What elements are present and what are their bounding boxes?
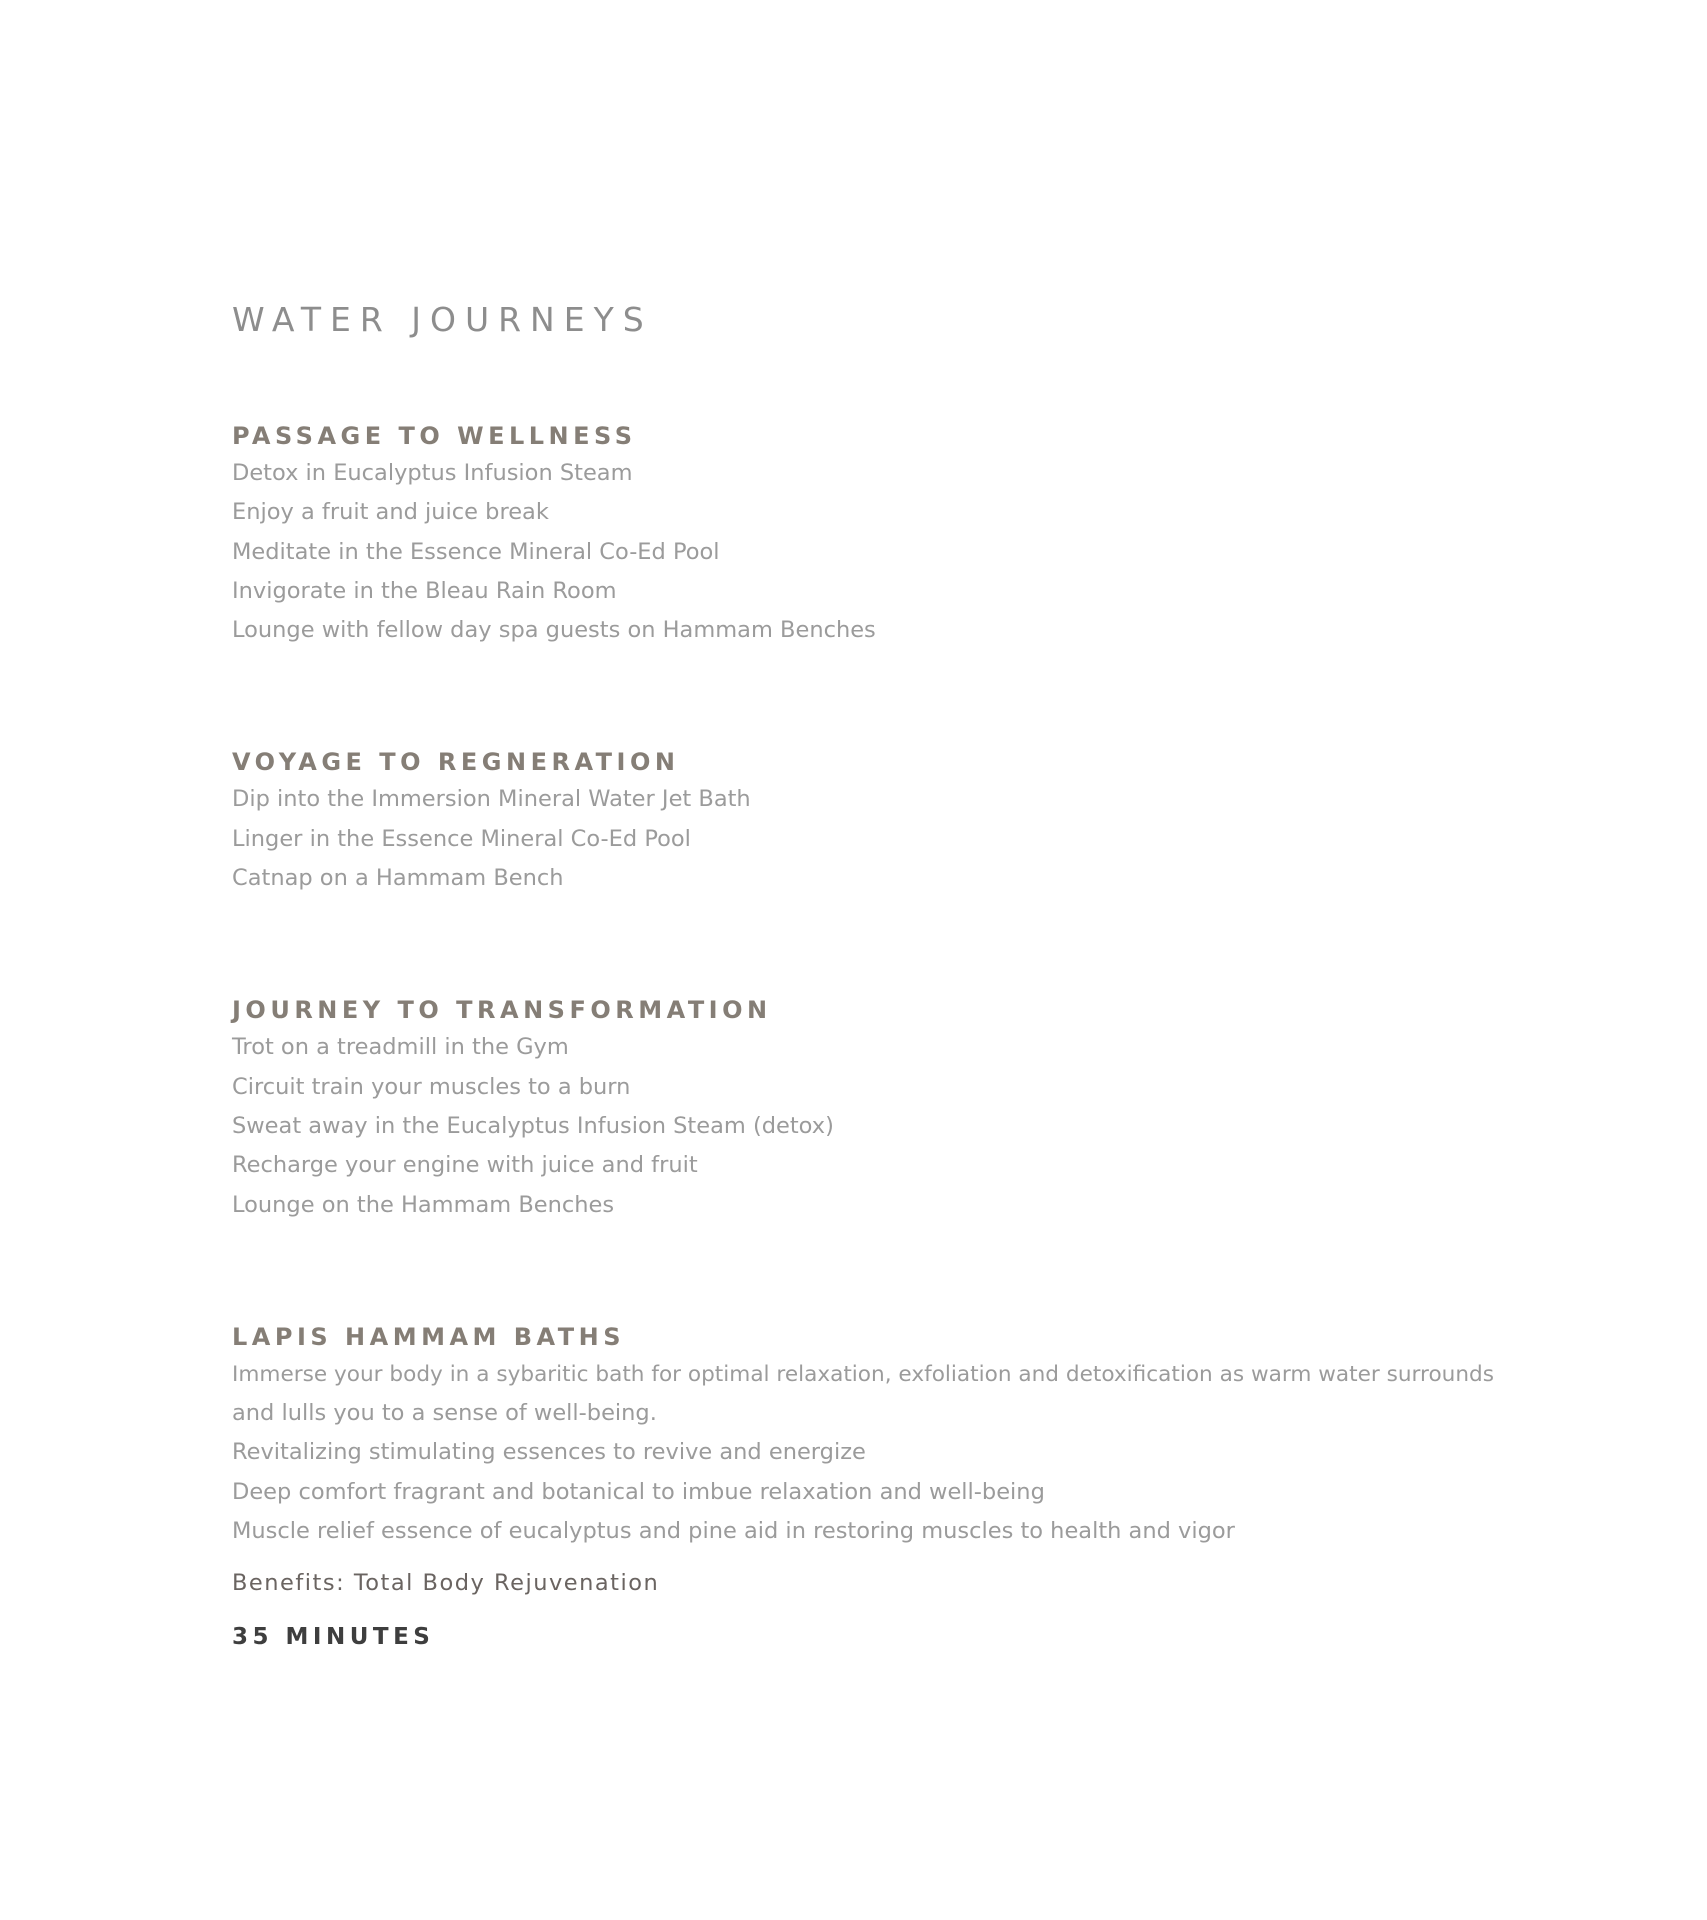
list-item: Muscle relief essence of eucalyptus and pine aid in restoring muscles to health and vigor: [232, 1518, 1235, 1545]
list-item: Sweat away in the Eucalyptus Infusion Steam (detox): [232, 1112, 834, 1139]
list-item: and lulls you to a sense of well-being.: [232, 1400, 657, 1427]
spa-menu-page: [232, 300, 1532, 1655]
list-item: Enjoy a fruit and juice break: [232, 499, 549, 526]
section-heading: PASSAGE TO WELLNESS: [232, 422, 637, 450]
list-item: Lounge with fellow day spa guests on Hammam Benches: [232, 617, 876, 644]
list-item: Lounge on the Hammam Benches: [232, 1191, 615, 1218]
section-heading: VOYAGE TO REGNERATION: [232, 748, 680, 777]
section-passage-to-wellness: [232, 418, 1532, 650]
list-item: Meditate in the Essence Mineral Co-Ed Pool: [232, 538, 720, 565]
section-lapis-hammam-baths: [232, 1319, 1532, 1655]
section-journey-to-transformation: [232, 992, 1532, 1224]
list-item: Immerse your body in a sybaritic bath for optimal relaxation, exfoliation and detoxification as warm water surrounds: [232, 1361, 1494, 1387]
list-item: Trot on a treadmill in the Gym: [232, 1034, 569, 1061]
benefits-text: Benefits: Total Body Rejuvenation: [232, 1570, 660, 1597]
section-voyage-to-regneration: [232, 744, 1532, 898]
list-item: Circuit train your muscles to a burn: [232, 1073, 631, 1100]
list-item: Dip into the Immersion Mineral Water Jet Bath: [232, 786, 751, 813]
section-heading: LAPIS HAMMAM BATHS: [232, 1322, 626, 1351]
list-item: Detox in Eucalyptus Infusion Steam: [232, 460, 633, 486]
section-heading: JOURNEY TO TRANSFORMATION: [232, 996, 772, 1025]
list-item: Linger in the Essence Mineral Co-Ed Pool: [232, 825, 691, 852]
duration-text: 35 MINUTES: [232, 1624, 435, 1651]
page-title: WATER JOURNEYS: [232, 300, 653, 339]
list-item: Catnap on a Hammam Bench: [232, 865, 564, 892]
list-item: Invigorate in the Bleau Rain Room: [232, 577, 617, 604]
list-item: Revitalizing stimulating essences to revive and energize: [232, 1439, 866, 1466]
list-item: Deep comfort fragrant and botanical to imbue relaxation and well-being: [232, 1478, 1045, 1505]
list-item: Recharge your engine with juice and fruit: [232, 1152, 698, 1179]
